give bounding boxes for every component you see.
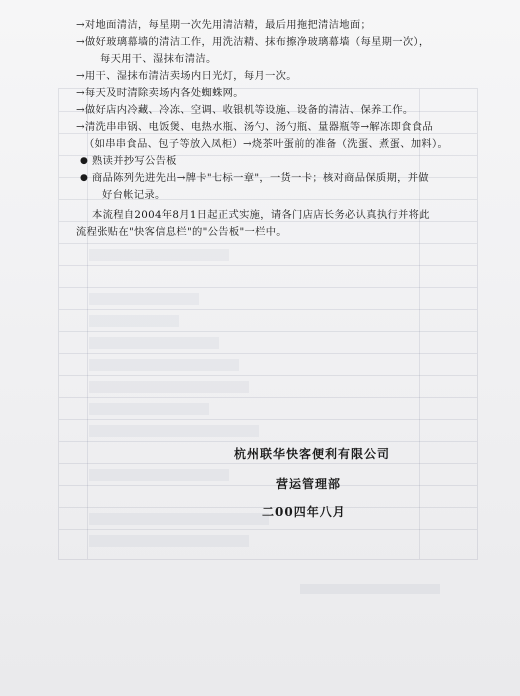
text-line: →对地面清洁，每星期一次先用清洁精，最后用拖把清洁地面； xyxy=(76,19,372,31)
bullet-icon: ● xyxy=(80,156,88,166)
bullet-icon: ● xyxy=(80,173,88,183)
text-line: 每天用干、湿抹布清洁。 xyxy=(100,53,217,65)
notice-text: 流程张贴在"快客信息栏"的"公告板"一栏中。 xyxy=(76,226,287,238)
show-through-footer xyxy=(300,584,440,594)
text-line: →清洗串串锅、电饭煲、电热水瓶、汤勺、汤勺瓶、量器瓶等→解冻即食食品 xyxy=(76,121,433,133)
department-name: 营运管理部 xyxy=(276,477,342,491)
issue-date: 二00四年八月 xyxy=(262,505,346,519)
text-line: →做好玻璃幕墙的清洁工作，用洗洁精、抹布擦净玻璃幕墙（每星期一次）， xyxy=(76,36,430,48)
text-line: 熟读并抄写公告板 xyxy=(92,155,177,167)
company-name: 杭州联华快客便利有限公司 xyxy=(234,447,391,461)
text-line: 商品陈列先进先出→牌卡"七标一章"，一货一卡；核对商品保质期，并做 xyxy=(92,172,429,184)
text-line: 好台帐记录。 xyxy=(102,189,166,201)
text-line: →用干、湿抹布清洁卖场内日光灯，每月一次。 xyxy=(76,70,297,82)
text-line: （如串串食品、包子等放入凤柜）→烧茶叶蛋前的准备（洗蛋、煮蛋、加料）。 xyxy=(84,138,449,150)
notice-text: 本流程自2004年8月1日起正式实施，请各门店店长务必认真执行并将此 xyxy=(92,209,430,221)
text-line: →做好店内冷藏、冷冻、空调、收银机等设施、设备的清洁、保养工作。 xyxy=(76,104,414,116)
text-line: →每天及时清除卖场内各处蜘蛛网。 xyxy=(76,87,244,99)
